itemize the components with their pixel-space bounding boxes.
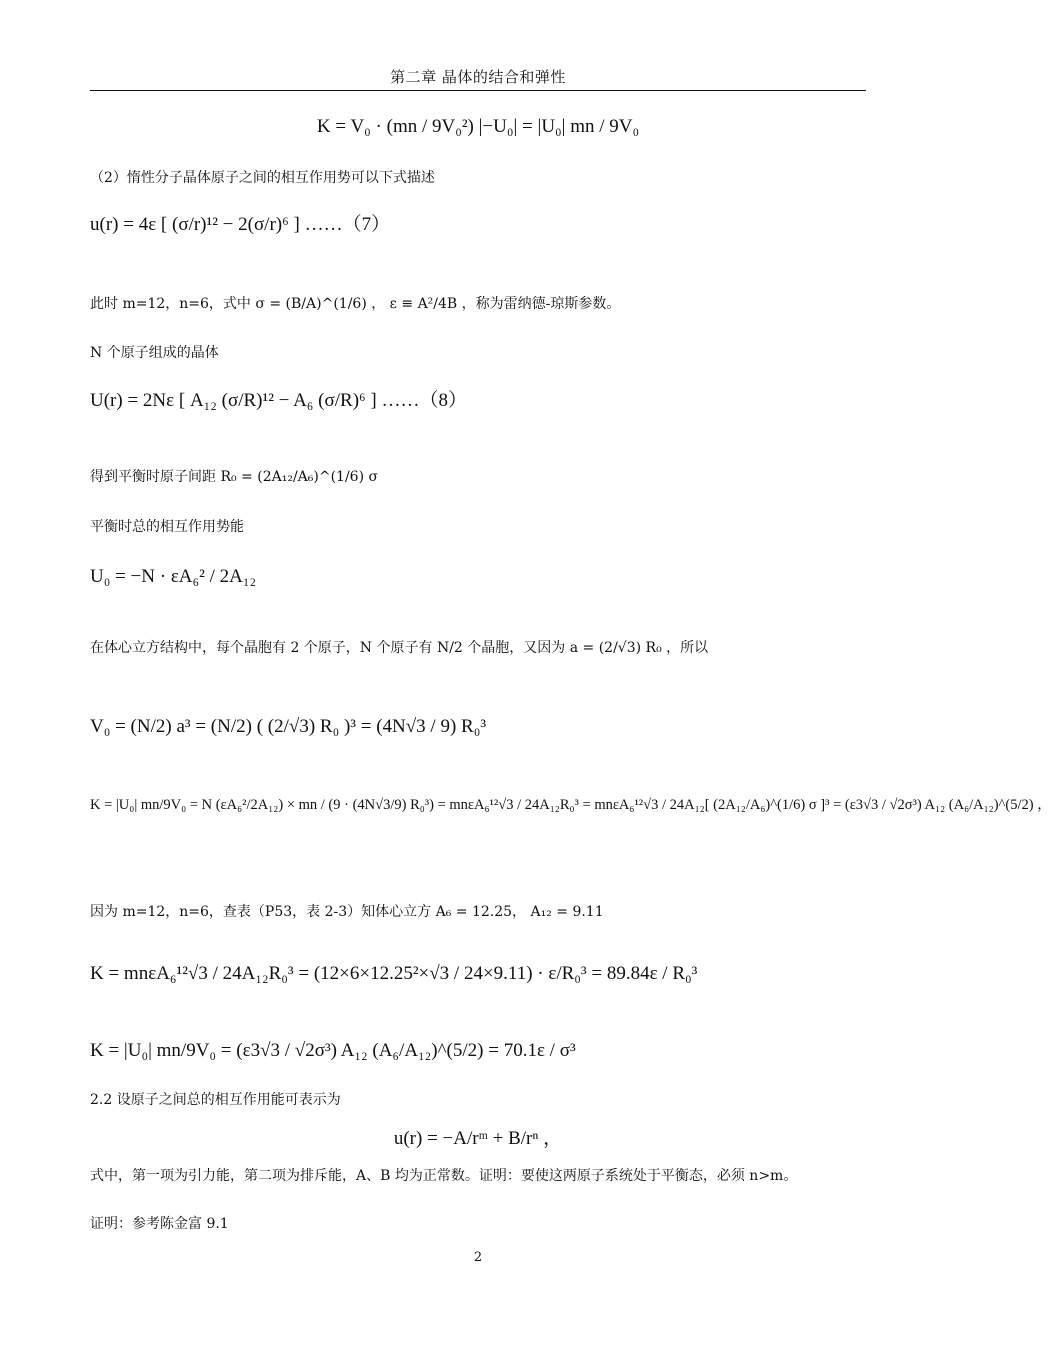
- paragraph-lj-parameters: 此时 m=12，n=6，式中 σ = (B/A)^(1/6) ， ε ≡ A²/4B ，称为雷纳德-琼斯参数。: [90, 296, 621, 312]
- equation-7: u(r) = 4ε [ (σ/r)¹² − 2(σ/r)⁶ ] ……（7）: [90, 214, 391, 235]
- equation-2-2: u(r) = −A/rᵐ + B/rⁿ ，: [393, 1128, 563, 1149]
- paragraph-problem-2-2: 2.2 设原子之间总的相互作用能可表示为: [90, 1092, 341, 1108]
- equation-v0: V₀ = (N/2) a³ = (N/2) ( (2/√3) R₀ )³ = (4N√3 / 9) R₀³: [90, 716, 487, 737]
- paragraph-proof: 证明：参考陈金富 9.1: [90, 1216, 229, 1232]
- equation-8: U(r) = 2Nε [ A₁₂ (σ/R)¹² − A₆ (σ/R)⁶ ] ……（8）: [90, 390, 467, 411]
- paragraph-n-atom-crystal: N 个原子组成的晶体: [90, 345, 219, 361]
- paragraph-total-energy: 平衡时总的相互作用势能: [90, 519, 244, 535]
- paragraph-definition: 式中，第一项为引力能，第二项为排斥能，A、B 均为正常数。证明：要使这两原子系统处于平衡态，必须 n>m。: [90, 1168, 798, 1184]
- header-rule: [90, 90, 866, 91]
- page-number: 2: [473, 1250, 483, 1265]
- paragraph-inert-gas: （2）惰性分子晶体原子之间的相互作用势可以下式描述: [90, 170, 435, 186]
- equation-u0: U₀ = −N · εA₆² / 2A₁₂: [90, 566, 257, 587]
- paragraph-bcc: 在体心立方结构中，每个晶胞有 2 个原子，N 个原子有 N/2 个晶胞，又因为 a = (2/√3) R₀ ，所以: [90, 640, 709, 656]
- paragraph-equilibrium-distance: 得到平衡时原子间距 R₀ = (2A₁₂/A₆)^(1/6) σ: [90, 469, 379, 485]
- equation-k-numeric-2: K = |U₀| mn/9V₀ = (ε3√3 / √2σ³) A₁₂ (A₆/A₁₂)^(5/2) = 70.1ε / σ³: [90, 1040, 576, 1061]
- running-header: 第二章 晶体的结合和弹性: [390, 68, 566, 86]
- equation-k-general: K = V₀ · (mn / 9V₀²) |−U₀| = |U₀| mn / 9V₀: [316, 116, 640, 137]
- equation-k-numeric-1: K = mnεA₆¹²√3 / 24A₁₂R₀³ = (12×6×12.25²×√3 / 24×9.11) · ε/R₀³ = 89.84ε / R₀³: [90, 963, 698, 984]
- paragraph-table-values: 因为 m=12，n=6，查表（P53，表 2-3）知体心立方 A₆ = 12.25， A₁₂ = 9.11: [90, 904, 604, 920]
- equation-k-derivation: K = |U₀| mn/9V₀ = N (εA₆²/2A₁₂) × mn / (9 · (4N√3/9) R₀³) = mnεA₆¹²√3 / 24A₁₂R₀³ = mnεA₆¹²√3 / 24A₁₂[ (2A₁₂/A₆)^(1/6) σ ]³ = (ε3√3 / √2σ³) A₁₂ (A₆/A₁₂)^(5/2) ，: [90, 797, 1052, 813]
